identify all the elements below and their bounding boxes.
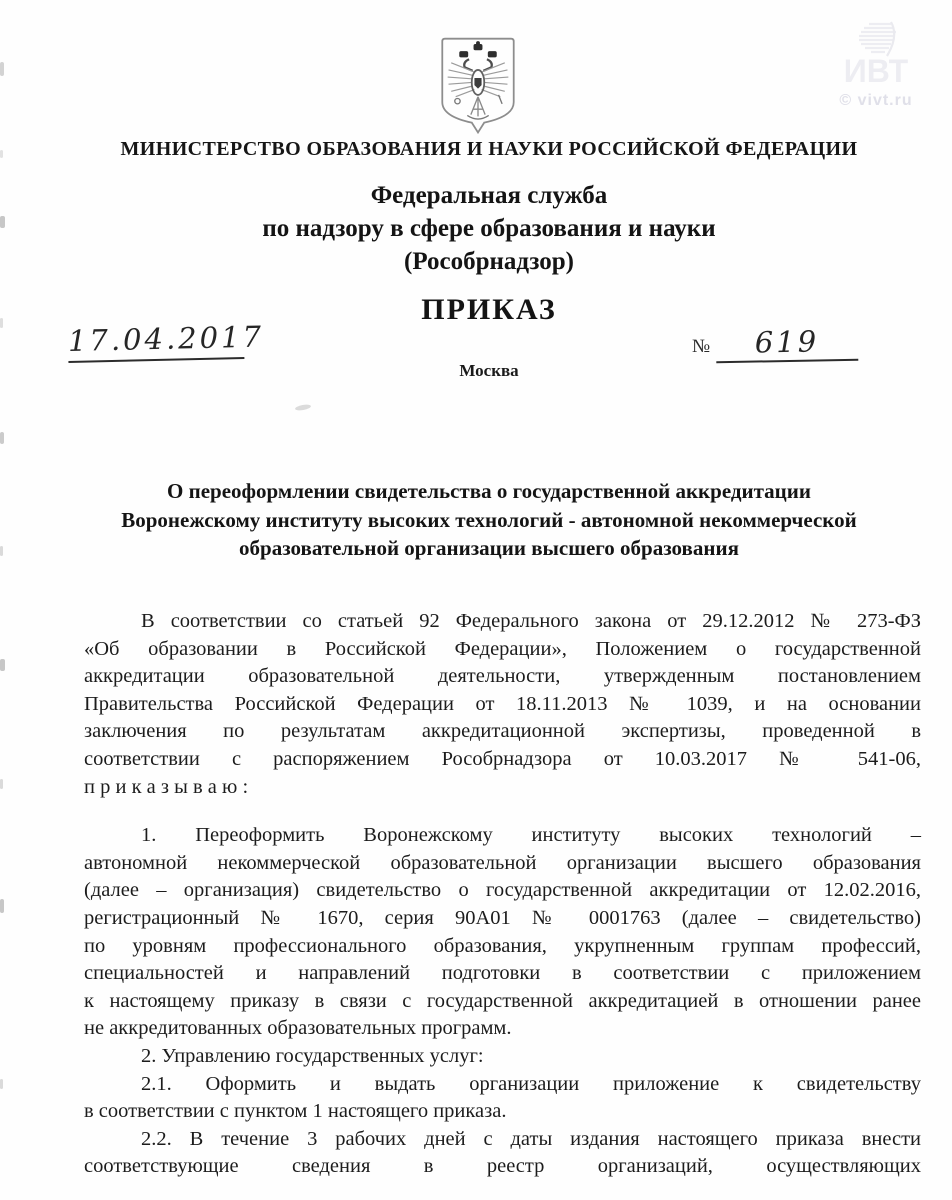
body-line: заключения по результатам аккредитационной экспертизы, проведенной в (84, 720, 921, 743)
body-line: автономной некоммерческой образовательной организации высшего образования (84, 851, 921, 874)
agency-line-2: по надзору в сфере образования и науки (262, 215, 716, 242)
body-line: 2.2. В течение 3 рабочих дней с даты издания настоящего приказа внести (141, 1127, 921, 1150)
body-line: п р и к а з ы в а ю : (84, 775, 249, 798)
scan-smudge (295, 404, 312, 412)
watermark-credit: © vivt.ru (839, 92, 913, 109)
body-line: В соответствии со статьей 92 Федерального закона от 29.12.2012 № 273-ФЗ (141, 610, 921, 632)
agency-line-1: Федеральная служба (370, 182, 608, 209)
russia-coat-of-arms-icon (433, 36, 523, 136)
body-line: к настоящему приказу в связи с государственной аккредитацией в отношении ранее (84, 989, 921, 1012)
body-line: специальностей и направлений подготовки в соответствии с приложением (84, 962, 921, 985)
vivt-logo-icon (821, 18, 931, 90)
handwritten-date: 17.04.2017 (68, 320, 245, 363)
body-line: «Об образовании в Российской Федерации», Положением о государственной (84, 637, 921, 660)
body-line: соответствии с распоряжением Рособрнадзора от 10.03.2017 № 541-06, (84, 747, 921, 770)
order-body (84, 608, 921, 1181)
order-title (58, 477, 920, 563)
scan-artifact (0, 150, 3, 158)
body-line: по уровням профессионального образования, укрупненным группам профессий, (84, 934, 921, 957)
body-line: Правительства Российской Федерации от 18.11.2013 № 1039, и на основании (84, 692, 921, 715)
body-line: 2. Управлению государственных услуг: (141, 1044, 484, 1067)
agency-line-3: (Рособрнадзор) (404, 248, 574, 275)
watermark (806, 18, 946, 110)
handwritten-number: 619 (716, 324, 859, 363)
scan-artifact (0, 432, 4, 444)
scan-artifact (0, 899, 4, 913)
order-title-line-1: О переоформлении свидетельства о государственной аккредитации (167, 479, 811, 503)
document-type: ПРИКАЗ (421, 293, 557, 326)
scan-artifact (0, 546, 3, 556)
scan-artifact (0, 1079, 3, 1089)
watermark-logo-text: ИВТ (843, 53, 909, 89)
city-label: Москва (459, 361, 519, 380)
scan-artifact (0, 318, 3, 328)
document-number-field (692, 325, 858, 362)
body-line: не аккредитованных образовательных программ. (84, 1017, 512, 1040)
body-line: регистрационный № 1670, серия 90А01 № 0001763 (далее – свидетельство) (84, 906, 921, 929)
agency-name (60, 179, 918, 278)
body-line: 1. Переоформить Воронежскому институту высоких технологий – (141, 824, 921, 847)
order-title-line-3: образовательной организации высшего образования (239, 536, 739, 560)
body-line: 2.1. Оформить и выдать организации приложение к свидетельству (141, 1072, 921, 1095)
number-sign: № (692, 336, 711, 357)
scan-artifact (0, 659, 5, 671)
body-line: (далее – организация) свидетельство о государственной аккредитации от 12.02.2016, (84, 879, 921, 902)
order-title-line-2: Воронежскому институту высоких технологий - автономной некоммерческой (121, 507, 857, 532)
body-line: соответствующие сведения в реестр организаций, осуществляющих (84, 1155, 921, 1178)
scan-artifact (0, 62, 4, 76)
ministry-header: МИНИСТЕРСТВО ОБРАЗОВАНИЯ И НАУКИ РОССИЙСКОЙ ФЕДЕРАЦИИ (120, 138, 858, 160)
scan-artifact (0, 216, 5, 228)
scan-artifact (0, 779, 3, 789)
body-line: аккредитации образовательной деятельности, утвержденным постановлением (84, 665, 921, 688)
body-line: в соответствии с пунктом 1 настоящего приказа. (84, 1100, 507, 1123)
